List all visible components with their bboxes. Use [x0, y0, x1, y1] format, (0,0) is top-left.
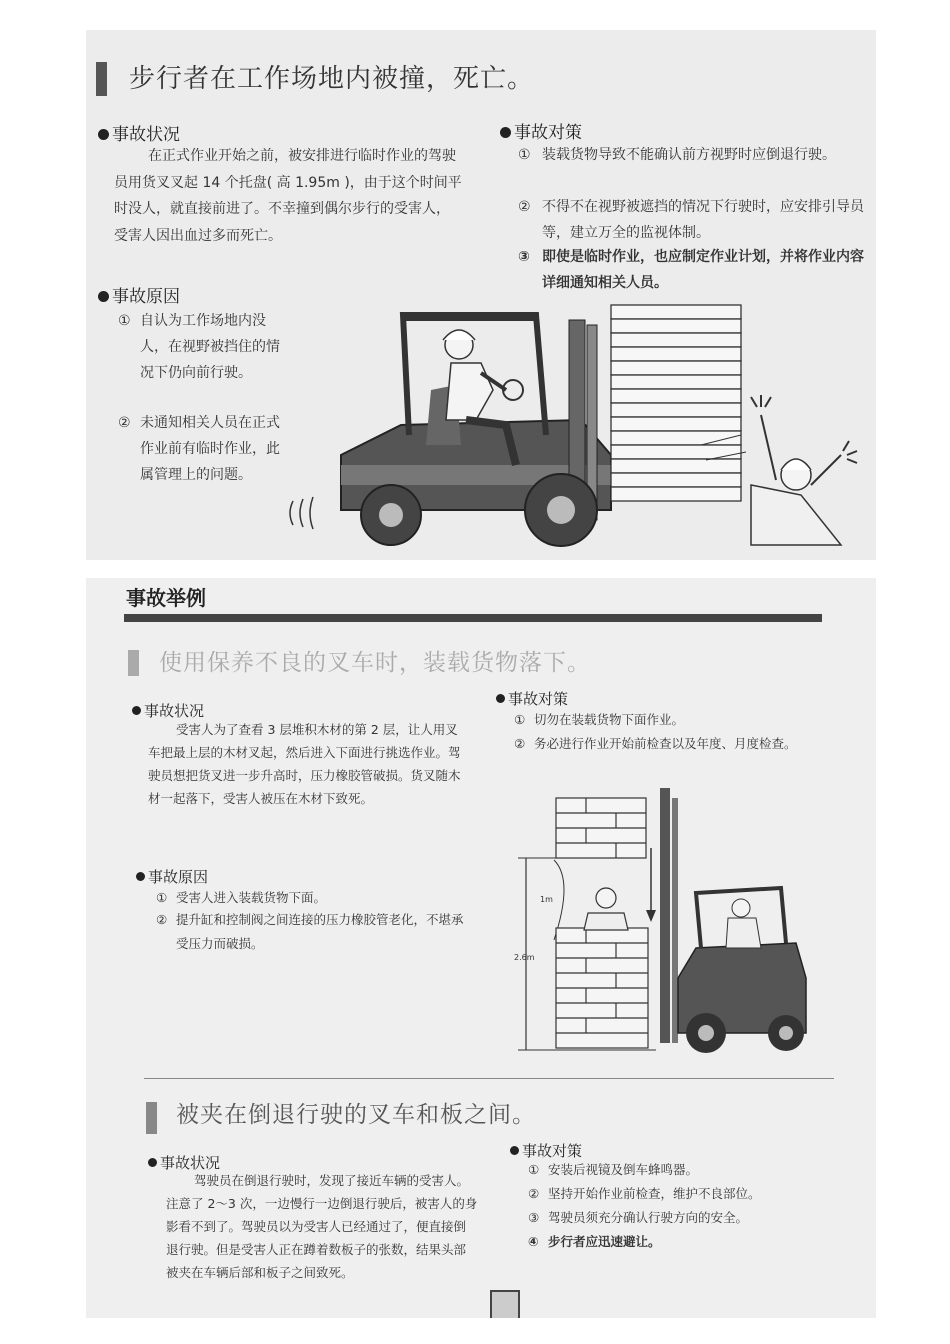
title-marker	[146, 1102, 157, 1134]
case1-title: 步行者在工作场地内被撞，死亡。	[129, 64, 535, 94]
bullet-icon	[496, 694, 505, 703]
bullet-icon	[98, 129, 109, 140]
bullet-icon	[510, 1146, 519, 1155]
case1-panel	[86, 30, 876, 560]
case2-situation-heading: 事故状况	[132, 700, 204, 721]
case2-cause-1: ① 受害人进入装载货物下面。	[156, 890, 327, 905]
title-rule	[124, 614, 822, 622]
illustration-fragment	[490, 1290, 520, 1318]
case3-measure-1: ① 安装后视镜及倒车蜂鸣器。	[528, 1162, 699, 1177]
case3-measure-4: ④ 步行者应迅速避让。	[528, 1234, 661, 1249]
case1-cause-2: ② 未通知相关人员在正式作业前有临时作业，此属管理上的问题。	[118, 415, 280, 483]
case1-measure-2: ② 不得不在视野被遮挡的情况下行驶时，应安排引导员等，建立万全的监视体制。	[518, 199, 864, 241]
case3-situation-heading: 事故状况	[148, 1152, 220, 1173]
bullet-icon	[132, 706, 141, 715]
label-2-6m: 2.6m	[514, 953, 535, 962]
case1-cause-1: ① 自认为工作场地内没人，在视野被挡住的情况下仍向前行驶。	[118, 313, 280, 381]
case3-measure-3: ③ 驾驶员须充分确认行驶方向的安全。	[528, 1210, 749, 1225]
case1-situation-text: 在正式作业开始之前，被安排进行临时作业的驾驶员用货叉叉起 14 个托盘( 高 1.95m )，由于这个时间平时没人，就直接前进了。不幸撞到偶尔步行的受害人，受害人因出血过多而死亡。	[114, 148, 462, 244]
case2-measure-2: ② 务必进行作业开始前检查以及年度、月度检查。	[514, 736, 797, 751]
case1-measure-1: ① 装载货物导致不能确认前方视野时应倒退行驶。	[518, 147, 836, 163]
case3-situation-text: 驾驶员在倒退行驶时，发现了接近车辆的受害人。注意了 2～3 次，一边慢行一边倒退行驶后，被害人的身影看不到了。驾驶员以为受害人已经通过了，便直接倒退行驶。但是受害人正在蹲着数板子的张数，结果头部被夹在车辆后部和板子之间致死。	[166, 1173, 478, 1280]
case1-measures-heading: 事故对策	[500, 118, 582, 143]
case2-title: 使用保养不良的叉车时，装载货物落下。	[159, 650, 591, 676]
case2-situation-text: 受害人为了查看 3 层堆积木材的第 2 层，让人用叉车把最上层的木材叉起，然后进入下面进行挑选作业。驾驶员想把货叉进一步升高时，压力橡胶管破损。货叉随木材一起落下，受害人被压在木材下致死。	[148, 722, 461, 806]
bullet-icon	[136, 872, 145, 881]
examples-panel	[86, 578, 876, 1318]
case3-measures-heading: 事故对策	[510, 1140, 582, 1161]
bullet-icon	[98, 291, 109, 302]
examples-title: 事故举例	[126, 586, 206, 610]
title-marker	[96, 62, 107, 96]
case2-cause-2: ② 提升缸和控制阀之间连接的压力橡胶管老化，不堪承受压力而破损。	[156, 912, 464, 951]
lumber-drop-illustration	[496, 778, 836, 1058]
label-1m: 1m	[540, 895, 553, 904]
bullet-icon	[148, 1158, 157, 1167]
case1-measure-3: ③ 即使是临时作业，也应制定作业计划，并将作业内容详细通知相关人员。	[518, 249, 864, 291]
case1-situation-heading: 事故状况	[98, 120, 180, 145]
case2-measure-1: ① 切勿在装载货物下面作业。	[514, 712, 685, 727]
divider	[144, 1078, 834, 1079]
case2-measures-heading: 事故对策	[496, 688, 568, 709]
forklift-collision-illustration	[281, 295, 871, 560]
title-marker	[128, 650, 139, 676]
case3-measure-2: ② 坚持开始作业前检查，维护不良部位。	[528, 1186, 761, 1201]
bullet-icon	[500, 127, 511, 138]
case3-title: 被夹在倒退行驶的叉车和板之间。	[176, 1102, 536, 1128]
case1-cause-heading: 事故原因	[98, 282, 180, 307]
case2-cause-heading: 事故原因	[136, 866, 208, 887]
